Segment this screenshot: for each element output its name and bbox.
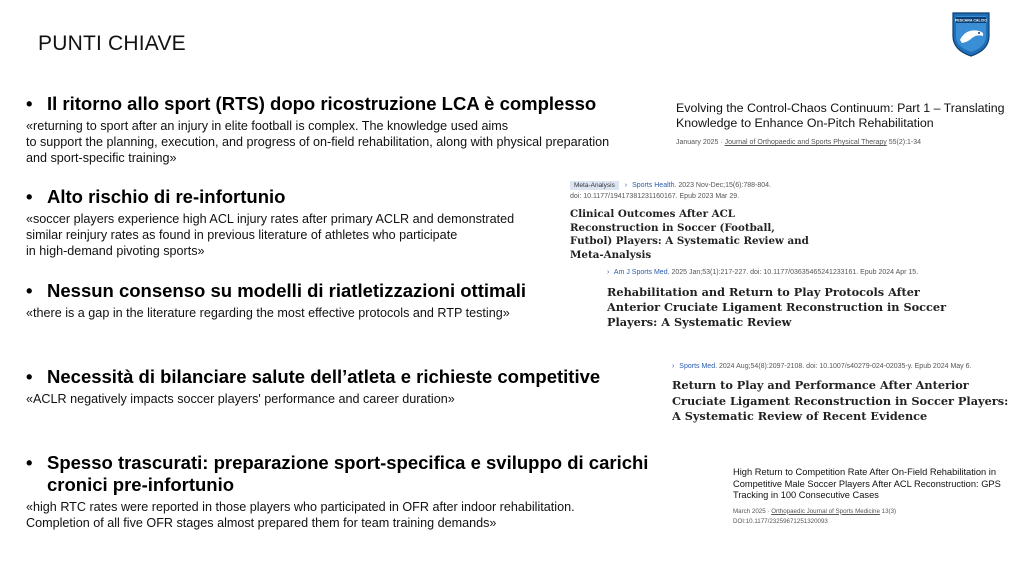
bullet-dot: •: [26, 93, 33, 114]
reference-meta: [676, 139, 1021, 146]
reference-title: Clinical Outcomes After ACL Reconstruction in Soccer (Football, Futbol) Players: A Systematic Review and Meta-Analysis: [570, 208, 809, 261]
reference-card-3: [607, 269, 952, 330]
bullet-quote: «high RTC rates were reported in those players who participated in OFR after indoor rehabilitation. Completion of all five OFR stages almost prepared them for team training demands»: [26, 500, 575, 530]
bullet-dot: •: [26, 186, 33, 207]
reference-doi: doi: 10.1177/19417381231160167. Epub 2023 Mar 29.: [570, 193, 740, 200]
bullet-balance-health: [26, 366, 686, 407]
reference-card-4: [672, 363, 1017, 425]
reference-meta: [733, 508, 1003, 515]
bullet-quote: «soccer players experience high ACL injury rates after primary ACLR and demonstrated similar reinjury rates as found in previous literature of athletes who participate in high-demand pivoting sports»: [26, 212, 515, 258]
reference-date: January 2025 ·: [676, 139, 723, 146]
reference-journal-link[interactable]: Journal of Orthopaedic and Sports Physical Therapy: [724, 139, 887, 146]
svg-text:PESCARA CALCIO: PESCARA CALCIO: [954, 18, 988, 23]
reference-journal-link[interactable]: Am J Sports Med.: [613, 269, 670, 276]
bullet-dot: •: [26, 280, 33, 301]
bullet-heading: Alto rischio di re-infortunio: [47, 186, 286, 207]
bullet-often-neglected: [26, 452, 686, 531]
reference-title: Evolving the Control-Chaos Continuum: Part 1 – Translating Knowledge to Enhance On-Pitch Rehabilitation: [676, 101, 1005, 130]
chevron-right-icon: ›: [607, 269, 610, 276]
reference-meta: [672, 363, 1017, 370]
bullet-rts-complex: [26, 93, 686, 166]
reference-meta: [570, 181, 820, 190]
bullet-dot: •: [26, 452, 33, 473]
bullet-heading: Spesso trascurati: preparazione sport-specifica e sviluppo di carichi cronici pre-infortunio: [47, 452, 649, 495]
reference-meta-1: 2025 Jan;53(1):217-227. doi: 10.1177/03635465241233161. Epub 2024 Apr 15.: [671, 269, 919, 276]
bullet-heading: Necessità di bilanciare salute dell’atleta e richieste competitive: [47, 366, 601, 387]
reference-journal-link[interactable]: Sports Med.: [679, 363, 718, 370]
slide-title: PUNTI CHIAVE: [38, 32, 186, 55]
bullet-dot: •: [26, 366, 33, 387]
reference-card-5: [733, 467, 1003, 525]
reference-meta: [607, 269, 952, 276]
meta-analysis-badge: Meta-Analysis: [570, 181, 619, 190]
reference-meta-1: 2024 Aug;54(8):2097-2108. doi: 10.1007/s40279-024-02035-y. Epub 2024 May 6.: [719, 363, 972, 370]
reference-card-1: [676, 101, 1021, 146]
bullet-quote: «ACLR negatively impacts soccer players' performance and career duration»: [26, 392, 455, 406]
reference-card-2: [570, 181, 820, 262]
reference-title: High Return to Competition Rate After On-Field Rehabilitation in Competitive Male Soccer Players After ACL Reconstruction: GPS Tracking in 100 Consecutive Cases: [733, 467, 1001, 500]
chevron-right-icon: ›: [624, 182, 628, 189]
reference-date: March 2025 ·: [733, 507, 770, 515]
reference-issue: 13(3): [881, 507, 897, 515]
bullet-heading: Il ritorno allo sport (RTS) dopo ricostruzione LCA è complesso: [47, 93, 597, 114]
reference-title: Return to Play and Performance After Anterior Cruciate Ligament Reconstruction in Soccer Players: A Systematic Review of Recent Evidence: [672, 378, 1009, 423]
bullet-quote: «returning to sport after an injury in elite football is complex. The knowledge used aims to support the planning, execution, and progress of on-field rehabilitation, along with physical preparation and sport-specific training»: [26, 119, 610, 165]
bullet-no-consensus: [26, 280, 686, 321]
reference-journal-link[interactable]: Sports Health.: [632, 182, 677, 189]
reference-meta-1: 2023 Nov-Dec;15(6):788-804.: [678, 182, 772, 189]
reference-doi-link[interactable]: DOI:10.1177/23259671251320093: [733, 517, 828, 525]
reference-journal-link[interactable]: Orthopaedic Journal of Sports Medicine: [771, 507, 880, 515]
bullet-heading: Nessun consenso su modelli di riatletizzazioni ottimali: [47, 280, 527, 301]
reference-issue: 55(2):1-34: [888, 139, 922, 146]
reference-title: Rehabilitation and Return to Play Protocols After Anterior Cruciate Ligament Reconstruction in Soccer Players: A Systematic Review: [607, 285, 947, 329]
chevron-right-icon: ›: [672, 363, 675, 370]
pescara-calcio-logo: [950, 10, 992, 58]
bullet-quote: «there is a gap in the literature regarding the most effective protocols and RTP testing»: [26, 306, 510, 320]
